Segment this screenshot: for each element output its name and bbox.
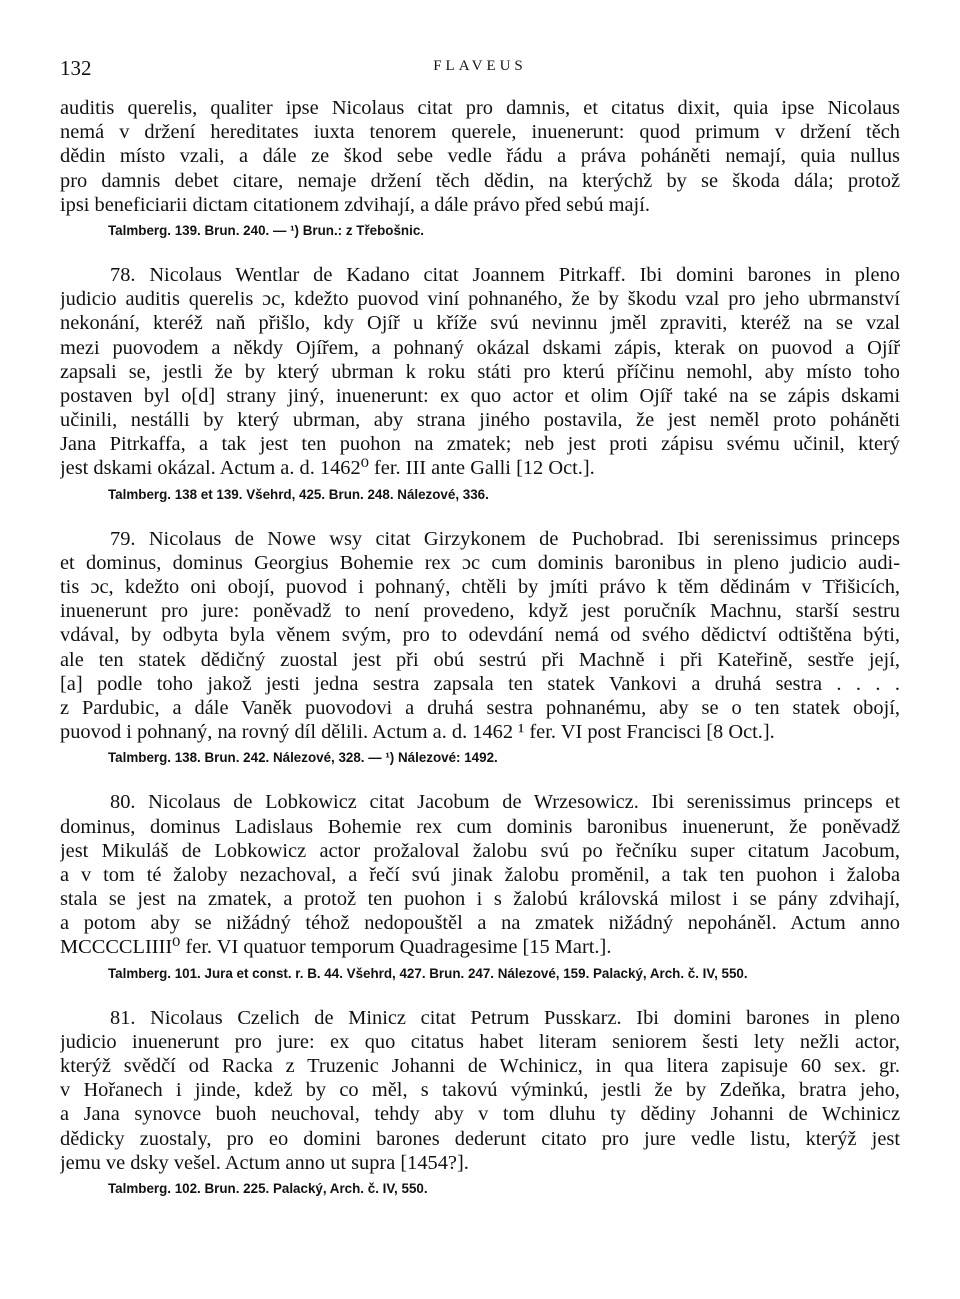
entry-81 xyxy=(60,1006,900,1199)
source-note: Talmberg. 138 et 139. Všehrd, 425. Brun. 248. Nálezové, 336. xyxy=(108,486,489,502)
text-line: a v tom té žaloby nezachoval, a řečí svú jinak žalobu proměnil, a tak ten puohon i žaloba xyxy=(60,863,900,886)
text-line: puovod i pohnaný, na rovný díl dělili. Actum a. d. 1462 ¹ fer. VI post Francisci [8 Oct.]. xyxy=(60,721,775,744)
text-line: judicio inuenerunt pro jure: ex quo citatus habet literam seniorem šesti lety nežli actor, xyxy=(60,1030,900,1053)
text-line: učinili, nestálli by který ubrman, aby strana jiného postavila, že jest neměl proto poháněti xyxy=(60,409,900,432)
text-line: 79. Nicolaus de Nowe wsy citat Girzykonem de Puchobrad. Ibi serenissimus princeps xyxy=(110,527,900,550)
entry-78 xyxy=(60,263,900,505)
entry-continuation xyxy=(60,96,900,241)
source-note: Talmberg. 138. Brun. 242. Nálezové, 328. — ¹) Nálezové: 1492. xyxy=(108,750,498,766)
page-header xyxy=(60,56,900,82)
text-line: postaven byl o[d] strany jiný, inuenerunt: ex quo actor et olim Ojíř také na se zápis dskami xyxy=(60,384,900,407)
source-note: Talmberg. 139. Brun. 240. — ¹) Brun.: z Třebošnic. xyxy=(108,222,424,238)
text-line: tis ɔc, kdežto oni obojí, puovod i pohnaný, chtěli by jmíti právo k těm dědinám v Třišicích, xyxy=(60,576,900,598)
text-line: mezi puovodem a někdy Ojířem, a pohnaný okázal dskami zápis, kterak on puovod a Ojíř xyxy=(60,336,900,359)
text-line: 80. Nicolaus de Lobkowicz citat Jacobum de Wrzesowicz. Ibi serenissimus princeps et xyxy=(110,791,900,814)
text-line: dědicky zuostaly, pro eo domini barones dederunt citato pro jure vedle listu, kterýž jest xyxy=(60,1127,900,1150)
text-line: judicio auditis querelis ɔc, kdežto puovod viní pohnaného, že by škodu vzal pro jeho ubrmanství xyxy=(60,288,900,311)
text-line: pro damnis debet citare, nemaje držení těch dědin, na kterýchž by se škoda dála; protož xyxy=(60,169,900,192)
page-body xyxy=(60,96,900,1199)
text-line: inuenerunt pro jure: poněvadž to není provedeno, když jest poručník Machnu, starší sestru xyxy=(60,600,900,623)
text-line: et dominus, dominus Georgius Bohemie rex ɔc cum dominis baronibus in pleno judicio audi- xyxy=(60,551,900,574)
source-note: Talmberg. 101. Jura et const. r. B. 44. Všehrd, 427. Brun. 247. Nálezové, 159. Palacký, Arch. č. IV, 550. xyxy=(108,965,748,981)
text-line: zapsali se, jestli že by který ubrman k roku státi pro kterú příčinu nemohl, aby místo toho xyxy=(60,360,900,383)
page-number: 132 xyxy=(60,56,92,80)
text-line: dědin místo vzali, a dále ze škod sebe vedle řádu a práva poháněti nemají, quia nullus xyxy=(60,145,900,168)
text-line: jest Mikuláš de Lobkowicz actor prožaloval žalobu svú po řečníku super citatum Jacobum, xyxy=(60,839,900,862)
entry-80 xyxy=(60,790,900,983)
text-line: ale ten statek dědičný zuostal jest při obú sestrú při Machně i při Kateřině, sestře její, xyxy=(60,648,900,671)
text-line: Jana Pitrkaffa, a tak jest ten puohon na zmatek; neb jest proti zápisu svému učinil, který xyxy=(60,433,900,456)
text-line: nekonání, kteréž naň přišlo, kdy Ojíř u kříže svú nevinnu jměl zpraviti, kteréž na se vzal xyxy=(60,312,900,335)
text-line: jemu ve dsky vešel. Actum anno ut supra [1454?]. xyxy=(60,1151,469,1174)
text-line: vdával, by odbyta byla věnem svým, pro to odevdání nemá od svého dědictví odtištěna býti, xyxy=(60,624,900,647)
text-line: a potom aby se nižádný téhož nedopouštěl a na zmatek nižádný nepoháněl. Actum anno xyxy=(60,912,900,935)
text-line: 81. Nicolaus Czelich de Minicz citat Petrum Pusskarz. Ibi domini barones in pleno xyxy=(110,1006,900,1029)
text-line: dominus, dominus Ladislaus Bohemie rex cum dominis baronibus inuenerunt, že poněvadž xyxy=(60,815,900,838)
text-line: auditis querelis, qualiter ipse Nicolaus citat pro damnis, et citatus dixit, quia ipse Nicolaus xyxy=(60,97,900,119)
text-line: z Pardubic, a dále Vaněk puovodovi a druhá sestra pohnanému, aby se o ten statek obojí, xyxy=(60,696,900,719)
text-line: kterýž svědčí od Racka z Truzenic Johanni de Wchinicz, in qua litera zapisuje 60 sex. gr. xyxy=(60,1055,900,1077)
entry-79 xyxy=(60,527,900,769)
source-note: Talmberg. 102. Brun. 225. Palacký, Arch. č. IV, 550. xyxy=(108,1180,428,1196)
text-line: v Hořanech i jinde, kdež by co měl, s takovú výminkú, jestli že by Zdeňka, bratra jeho, xyxy=(60,1079,900,1102)
text-line: [a] podle toho jakož jesti jedna sestra zapsala ten statek Vankovi a druhá sestra . . . . xyxy=(60,672,900,695)
text-line: 78. Nicolaus Wentlar de Kadano citat Joannem Pitrkaff. Ibi domini barones in pleno xyxy=(110,263,900,286)
text-line: stala se jest na zmatek, a protož ten puohon i s žalobú královská milost i se pány zdvihají, xyxy=(60,888,900,911)
text-line: MCCCCLIIII⁰ fer. VI quatuor temporum Quadragesime [15 Mart.]. xyxy=(60,936,612,959)
text-line: nemá v držení hereditates iuxta tenorem querele, inuenerunt: quod primum v držení těch xyxy=(60,121,900,144)
text-line: a Jana synovce buoh neuchoval, tehdy aby v tom dluhu ty dědiny Johanni de Wchinicz xyxy=(60,1103,900,1126)
text-line: jest dskami okázal. Actum a. d. 1462⁰ fer. III ante Galli [12 Oct.]. xyxy=(60,457,595,480)
text-line: ipsi beneficiarii dictam citationem zdvihají, a dále právo před sebú mají. xyxy=(60,193,650,216)
running-title: FLAVEUS xyxy=(433,58,527,74)
